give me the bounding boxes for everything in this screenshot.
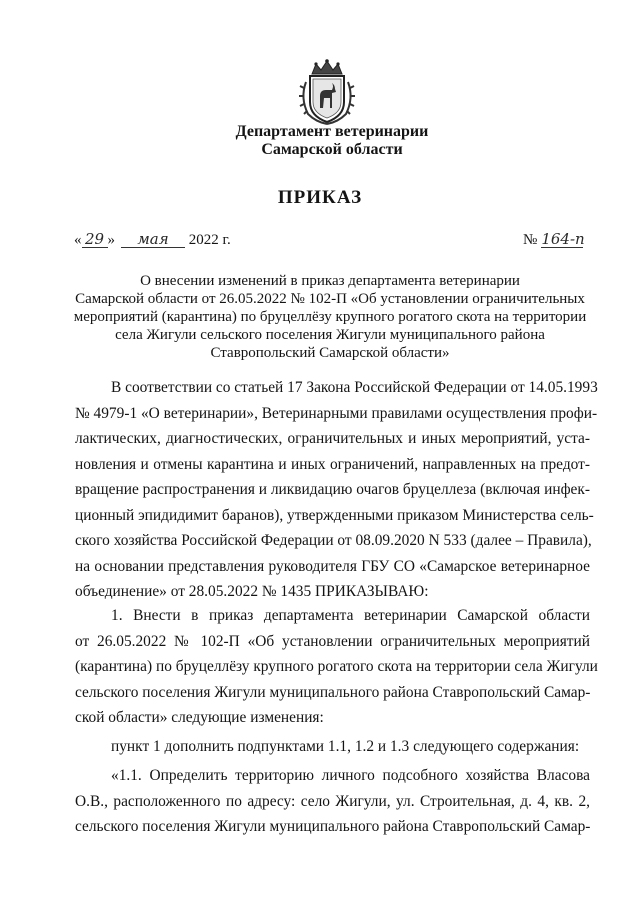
- text-line: ционный эпидидимит баранов), утвержденными приказом Министерства сель-: [75, 506, 594, 524]
- department-name-line2: Самарской области: [261, 141, 403, 158]
- text-line: «1.1. Определить территорию личного подсобного хозяйства Власова: [111, 767, 590, 784]
- text-line: объединение» от 28.05.2022 № 1435 ПРИКАЗЫВАЮ:: [75, 583, 429, 600]
- text-line: сельского поселения Жигули муниципального района Ставропольский Самар-: [75, 683, 591, 701]
- text-line: от 26.05.2022 № 102-П «Об установлении ограничительных мероприятий: [75, 632, 590, 650]
- date-day-handwritten: 29: [82, 231, 108, 248]
- text-line: (карантина) по бруцеллёзу крупного рогатого скота на территории села Жигули: [75, 658, 598, 675]
- clause-amendment-paragraph: [75, 734, 590, 760]
- date-year: 2022 г.: [188, 232, 231, 248]
- text-line: новления и отмены карантина и иных ограничений, направленных на предот-: [75, 455, 590, 473]
- subject-line: Самарской области от 26.05.2022 № 102-П «Об установлении ограничительных: [75, 291, 585, 307]
- number-prefix: №: [523, 232, 538, 248]
- order-subject: [60, 272, 600, 362]
- text-line: В соответствии со статьей 17 Закона Российской Федерации от 14.05.1993: [111, 379, 598, 396]
- coat-of-arms-emblem: [296, 58, 358, 126]
- text-line: на основании представления руководителя ГБУ СО «Самарское ветеринарное: [75, 557, 590, 575]
- clause-1-paragraph: [75, 603, 598, 731]
- date-close-quote: »: [107, 232, 115, 248]
- subject-line: села Жигули сельского поселения Жигули муниципального района: [115, 327, 545, 343]
- text-line: ской области» следующие изменения:: [75, 709, 324, 726]
- text-line: сельского поселения Жигули муниципального района Ставропольский Самар-: [75, 818, 591, 835]
- text-line: 1. Внести в приказ департамента ветеринарии Самарской области: [111, 607, 590, 624]
- department-name-line1: Департамент ветеринарии: [235, 123, 429, 140]
- subclause-1-1-paragraph: [75, 763, 590, 840]
- number-value-handwritten: 164-п: [541, 230, 585, 248]
- text-line: лактических, диагностических, ограничительных и иных мероприятий, уста-: [75, 430, 590, 447]
- text-line: О.В., расположенного по адресу: село Жигули, ул. Строительная, д. 4, кв. 2,: [75, 792, 590, 810]
- order-date: [74, 231, 231, 249]
- text-line: № 4979-1 «О ветеринарии», Ветеринарными правилами осуществления профи-: [75, 404, 598, 422]
- subject-line: мероприятий (карантина) по бруцеллёзу крупного рогатого скота на территории: [73, 309, 587, 325]
- date-open-quote: «: [74, 232, 82, 248]
- text-line: пункт 1 дополнить подпунктами 1.1, 1.2 и 1.3 следующего содержания:: [111, 738, 580, 755]
- date-month-handwritten: мая: [121, 231, 185, 248]
- subject-line: Ставропольский Самарской области»: [210, 345, 450, 361]
- text-line: вращение распространения и ликвидацию очагов бруцеллеза (включая инфек-: [75, 481, 590, 498]
- text-line: ского хозяйства Российской Федерации от 08.09.2020 N 533 (далее – Правила),: [75, 532, 592, 549]
- order-number: [523, 231, 583, 249]
- subject-line: О внесении изменений в приказ департамента ветеринарии: [140, 273, 520, 289]
- preamble-paragraph: [75, 375, 598, 605]
- document-title: ПРИКАЗ: [277, 187, 363, 208]
